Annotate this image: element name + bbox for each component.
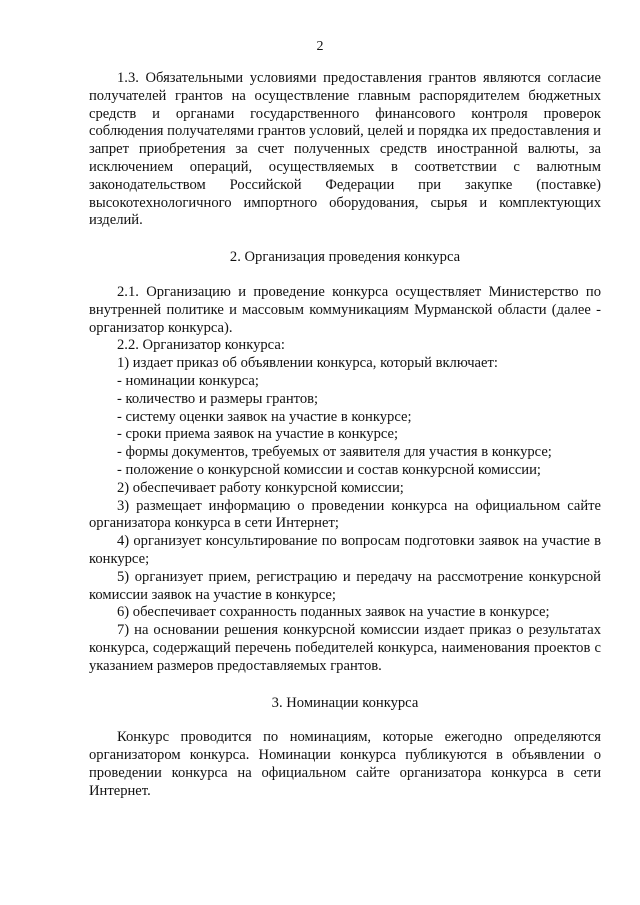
sub-item-grants: - количество и размеры грантов; bbox=[117, 390, 319, 407]
spacer bbox=[89, 230, 601, 249]
list-item-7: 7) на основании решения конкурсной комиссии издает приказ о результатах конкурса, содержащий перечень победителей конкурса, наименования проектов с указанием размеров предоставляемых грантов. bbox=[89, 622, 601, 674]
clause-2-2-intro: 2.2. Организатор конкурса: bbox=[117, 337, 285, 354]
list-item-2: 2) обеспечивает работу конкурсной комиссии; bbox=[117, 479, 404, 496]
list-item-1: 1) издает приказ об объявлении конкурса, который включает: bbox=[117, 355, 498, 372]
clause-1-3: 1.3. Обязательными условиями предоставления грантов являются согласие получателей грантов на осуществление главным распорядителем бюджетных средств и органами государственного финансового контроля проверок соблюдения получателями грантов условий, целей и порядка их предоставления и запрет приобретения за счет полученных средств иностранной валюты, за исключением операций, осуществляемых в соответствии с валютным законодательством Российской Федерации при закупке (поставке) высокотехнологичного импортного оборудования, сырья и комплектующих изделий. bbox=[89, 70, 601, 229]
section-3-title: 3. Номинации конкурса bbox=[271, 694, 419, 711]
sub-item-commission: - положение о конкурсной комиссии и состав конкурсной комиссии; bbox=[117, 461, 541, 478]
list-item-3: 3) размещает информацию о проведении конкурса на официальном сайте организатора конкурса в сети Интернет; bbox=[89, 497, 601, 532]
clause-2-1: 2.1. Организацию и проведение конкурса осуществляет Министерство по внутренней политике и массовым коммуникациям Мурманской области (далее - организатор конкурса). bbox=[89, 283, 601, 336]
spacer bbox=[89, 267, 601, 284]
sub-item-deadlines: - сроки приема заявок на участие в конкурсе; bbox=[117, 426, 399, 443]
page-number: 2 bbox=[316, 39, 324, 54]
section-3-paragraph: Конкурс проводится по номинациям, которые ежегодно определяются организатором конкурса. Номинации конкурса публикуются в объявлении о проведении конкурса на официальном сайте организатора конкурса в сети Интернет. bbox=[89, 729, 601, 799]
document-body bbox=[89, 70, 601, 800]
spacer bbox=[89, 712, 601, 729]
section-2-title: 2. Организация проведения конкурса bbox=[229, 249, 461, 266]
list-item-4: 4) организует консультирование по вопросам подготовки заявок на участие в конкурсе; bbox=[89, 533, 601, 567]
list-item-6: 6) обеспечивает сохранность поданных заявок на участие в конкурсе; bbox=[117, 604, 550, 621]
sub-item-evaluation: - систему оценки заявок на участие в конкурсе; bbox=[117, 408, 412, 425]
spacer bbox=[89, 676, 601, 695]
sub-item-nominations: - номинации конкурса; bbox=[117, 372, 259, 389]
sub-item-forms: - формы документов, требуемых от заявителя для участия в конкурсе; bbox=[117, 444, 552, 461]
list-item-5: 5) организует прием, регистрацию и передачу на рассмотрение конкурсной комиссии заявок на участие в конкурсе; bbox=[89, 568, 601, 603]
